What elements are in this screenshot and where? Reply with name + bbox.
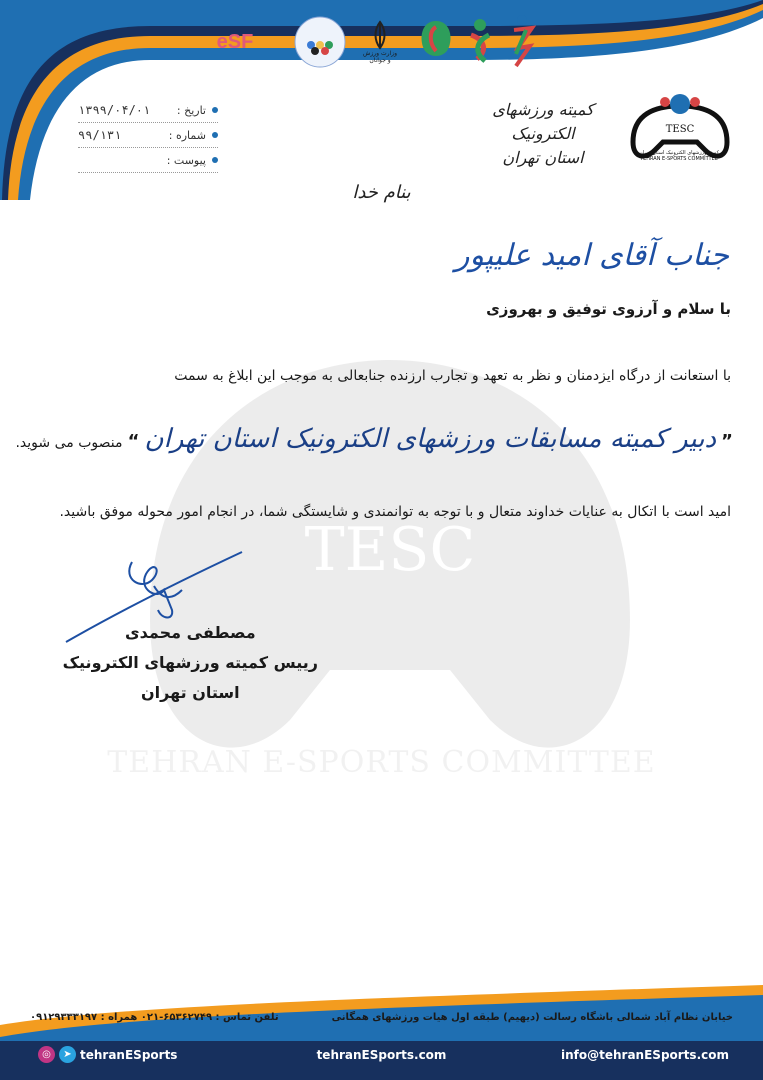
tehran-sport-logo xyxy=(506,14,540,70)
asian-esports-logo xyxy=(290,14,350,70)
bullet-icon xyxy=(212,157,218,163)
signer-title: رییس کمیته ورزشهای الکترونیک xyxy=(62,653,318,672)
footer-address: خیابان نظام آباد شمالی باشگاه رسالت (دیهیم) طبقه اول هیات ورزشهای همگانی xyxy=(331,1012,733,1023)
date-value: ۱۳۹۹/۰۴/۰۱ xyxy=(78,103,151,117)
tesc-caption-en: TEHRAN E-SPORTS COMMITTEE xyxy=(640,156,718,162)
attachment-label: پیوست : xyxy=(166,153,206,167)
footer-website[interactable]: tehranESports.com xyxy=(316,1048,447,1062)
date-row xyxy=(78,98,218,123)
letter-meta xyxy=(78,98,218,173)
tesc-logo-text: TESC xyxy=(665,124,695,135)
quote-open: ” xyxy=(721,431,733,452)
olympic-logo xyxy=(412,14,460,70)
watermark-en: TEHRAN E-SPORTS COMMITTEE xyxy=(107,745,656,780)
position-title: دبیر کمیته مسابقات ورزشهای الکترونیک استان تهران xyxy=(144,424,717,454)
watermark-tesc: TESC xyxy=(304,515,476,585)
org-title xyxy=(463,98,623,170)
ministry-line1: وزارت ورزش xyxy=(363,50,397,57)
esf-logo xyxy=(200,14,270,70)
recipient: جناب آقای امید علیپور xyxy=(454,238,729,273)
tesc-caption xyxy=(629,150,729,162)
bullet-icon xyxy=(212,107,218,113)
number-row xyxy=(78,123,218,148)
date-label: تاریخ : xyxy=(176,103,206,117)
esf-logo-text: eSF xyxy=(216,30,254,53)
ministry-emblem xyxy=(352,14,408,70)
ministry-line2: و جوانان xyxy=(369,57,391,64)
instagram-icon[interactable]: ◎ xyxy=(38,1046,55,1063)
quote-close: “ xyxy=(127,431,140,452)
social-handle[interactable]: tehranESports xyxy=(80,1047,178,1062)
footer-phones: تلفن تماس : ۶۵۳۶۲۷۴۹-۰۲۱ همراه : ۰۹۱۲۹۳۳۳۱۹۷ xyxy=(30,1012,279,1023)
tesc-caption-fa: کمیته ورزشهای الکترونیک استان تهران xyxy=(638,150,720,156)
signer-name: مصطفی محمدی xyxy=(125,623,256,642)
paragraph-2: امید است با اتکال به عنایات خداوند متعال و با توجه به توانمندی و شایستگی شما، در انجام امور محوله موفق باشید. xyxy=(59,504,731,520)
org-title-line1: کمیته ورزشهای الکترونیک xyxy=(492,100,594,143)
signer-block xyxy=(63,618,318,708)
number-label: شماره : xyxy=(168,128,206,142)
footer-band xyxy=(0,985,763,1080)
paragraph-1: با استعانت از درگاه ایزدمنان و نظر به تعهد و تجارب ارزنده جنابعالی به موجب این ابلاغ به سمت xyxy=(174,368,731,384)
org-title-line2: استان تهران xyxy=(502,148,584,167)
footer-email[interactable]: info@tehranESports.com xyxy=(561,1048,729,1062)
attachment-row xyxy=(78,148,218,173)
greeting: با سلام و آرزوی توفیق و بهروزی xyxy=(486,300,731,318)
federation-logo xyxy=(460,14,500,70)
number-value: ۹۹/۱۳۱ xyxy=(78,128,122,142)
position-line xyxy=(15,424,733,454)
bullet-icon xyxy=(212,132,218,138)
position-suffix: منصوب می شوید. xyxy=(15,435,123,451)
telegram-icon[interactable]: ➤ xyxy=(59,1046,76,1063)
signer-region: استان تهران xyxy=(140,683,240,702)
bismillah: بنام خدا xyxy=(352,182,411,203)
